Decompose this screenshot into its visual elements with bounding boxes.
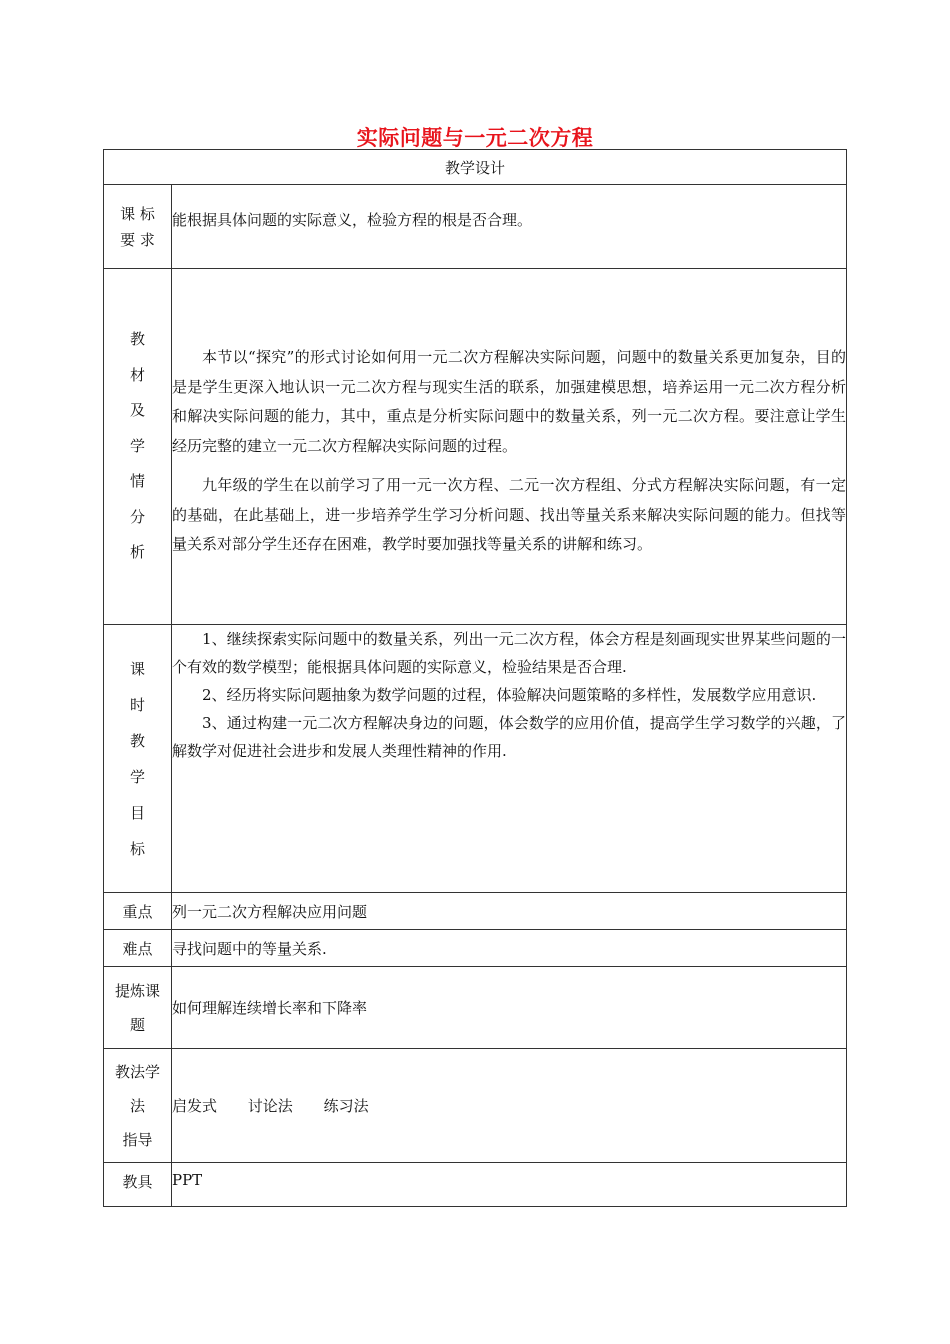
row-key-point: [104, 893, 847, 930]
label-line: 题: [129, 1015, 145, 1034]
label-char: 教: [129, 731, 145, 750]
row-analysis: [104, 269, 847, 625]
row-difficulty: [104, 930, 847, 967]
label-topic: [104, 967, 172, 1049]
label-char: 课: [129, 659, 145, 678]
content-topic: 如何理解连续增长率和下降率: [172, 967, 847, 1049]
label-standard: [104, 185, 172, 269]
label-line: 教法学: [114, 1062, 160, 1081]
row-tools: [104, 1163, 847, 1207]
analysis-paragraph-1: 本节以“探究”的形式讨论如何用一元二次方程解决实际问题，问题中的数量关系更加复杂，目的是是学生更深入地认识一元二次方程与现实生活的联系，加强建模思想，培养运用一元二次方程分析和解决实际问题的能力，其中，重点是分析实际问题中的数量关系，列一元二次方程。要注意让学生经历完整的建立一元二次方程解决实际问题的过程。: [172, 348, 846, 455]
content-methods: [172, 1049, 847, 1163]
content-standard: [172, 185, 847, 269]
document-title: 实际问题与一元二次方程: [356, 125, 594, 150]
label-key-point: 重点: [104, 893, 172, 930]
label-line: 提炼课: [114, 981, 160, 1000]
goal-item-3: 3、通过构建一元二次方程解决身边的问题，体会数学的应用价值，提高学生学习数学的兴趣，了解数学对促进社会进步和发展人类理性精神的作用.: [172, 714, 846, 760]
content-key-point: 列一元二次方程解决应用问题: [172, 893, 847, 930]
label-line: 课 标: [120, 204, 155, 223]
content-difficulty: 寻找问题中的等量关系.: [172, 930, 847, 967]
label-tools: 教具: [104, 1163, 172, 1207]
label-char: 学: [129, 436, 145, 455]
row-methods: [104, 1049, 847, 1163]
method-item: 练习法: [323, 1097, 369, 1115]
row-standard: [104, 185, 847, 269]
label-char: 时: [129, 695, 145, 714]
label-char: 标: [129, 839, 145, 858]
analysis-paragraph-2: 九年级的学生在以前学习了用一元一次方程、二元一次方程组、分式方程解决实际问题，有一定的基础，在此基础上，进一步培养学生学习分析问题、找出等量关系来解决实际问题的能力。但找等量关系对部分学生还存在困难，教学时要加强找等量关系的讲解和练习。: [172, 476, 846, 554]
method-item: 启发式: [172, 1097, 218, 1115]
row-goals: [104, 625, 847, 893]
label-goals: [104, 625, 172, 893]
label-char: 分: [129, 507, 145, 526]
content-tools: PPT: [172, 1163, 847, 1207]
table-header-row: [104, 150, 847, 185]
label-line: 指导: [122, 1130, 153, 1149]
content-analysis: [172, 269, 847, 625]
label-char: 及: [129, 401, 145, 420]
label-methods: [104, 1049, 172, 1163]
goal-item-1: 1、继续探索实际问题中的数量关系，列出一元二次方程，体会方程是刻画现实世界某些问题的一个有效的数学模型；能根据具体问题的实际意义，检验结果是否合理.: [172, 630, 846, 676]
label-char: 材: [129, 365, 145, 384]
method-item: 讨论法: [247, 1097, 293, 1115]
row-topic: [104, 967, 847, 1049]
label-char: 目: [129, 803, 145, 822]
standard-text: 能根据具体问题的实际意义，检验方程的根是否合理。: [172, 211, 533, 229]
goal-item-2: 2、经历将实际问题抽象为数学问题的过程，体验解决问题策略的多样性，发展数学应用意识.: [202, 686, 817, 704]
table-header: 教学设计: [104, 150, 847, 185]
label-char: 情: [129, 472, 145, 491]
content-goals: [172, 625, 847, 893]
label-char: 学: [129, 767, 145, 786]
label-line: 要 求: [120, 230, 155, 249]
lesson-plan-table: [103, 149, 847, 1207]
label-difficulty: 难点: [104, 930, 172, 967]
label-char: 析: [129, 543, 145, 562]
label-char: 教: [129, 330, 145, 349]
label-line: 法: [129, 1096, 145, 1115]
label-analysis: [104, 269, 172, 625]
